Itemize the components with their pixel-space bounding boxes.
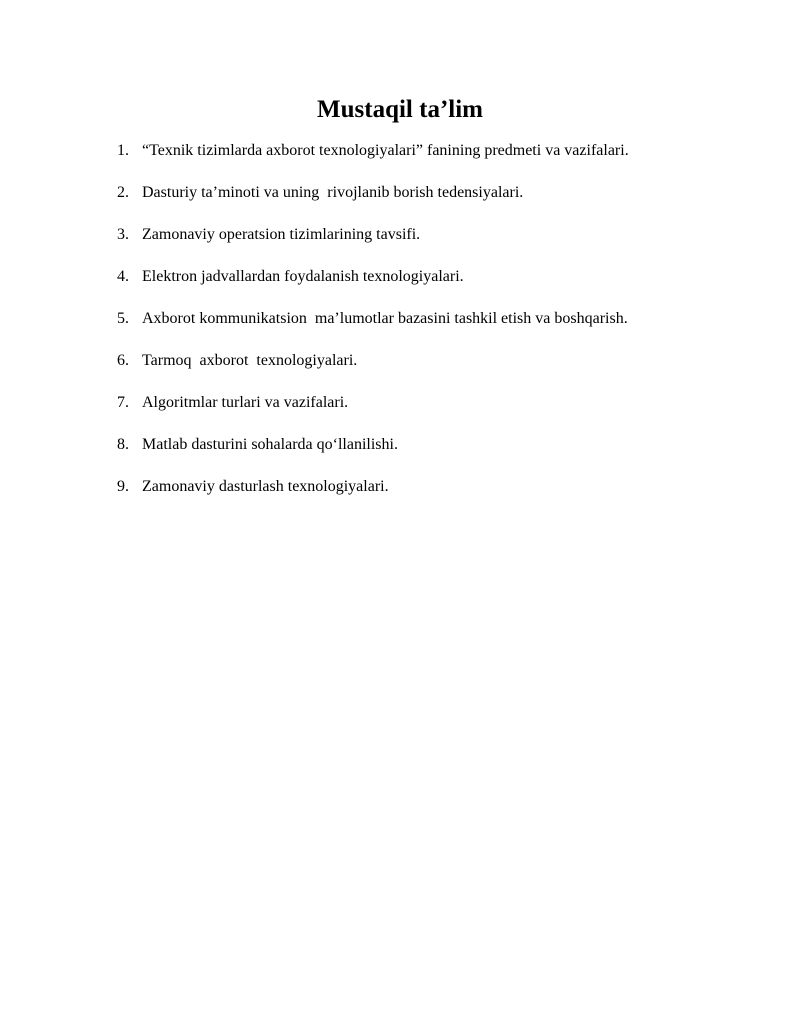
item-text: Algoritmlar turlari va vazifalari. [142,394,349,411]
item-text: Zamonaviy dasturlash texnologiyalari. [142,478,389,495]
list-item [117,434,629,476]
list-item [117,182,629,224]
list-item [117,350,629,392]
item-number: 1. [117,142,129,159]
list-item [117,308,629,350]
item-number: 8. [117,436,129,453]
item-number: 3. [117,226,129,243]
item-number: 2. [117,184,129,201]
list-item [117,266,629,308]
item-number: 6. [117,352,129,369]
item-text: Axborot kommunikatsion ma’lumotlar bazasini tashkil etish va boshqarish. [142,310,628,327]
document-title: Mustaqil ta’lim [317,96,483,123]
list-item [117,392,629,434]
item-text: Dasturiy ta’minoti va uning rivojlanib borish tedensiyalari. [142,184,524,201]
item-number: 5. [117,310,129,327]
item-number: 4. [117,268,129,285]
item-text: Zamonaviy operatsion tizimlarining tavsifi. [142,226,421,243]
list-item [117,224,629,266]
item-text: “Texnik tizimlarda axborot texnologiyalari” fanining predmeti va vazifalari. [142,142,629,159]
list-item [117,476,629,518]
item-text: Matlab dasturini sohalarda qo‘llanilishi. [142,436,398,453]
topic-list [117,140,629,518]
item-number: 9. [117,478,129,495]
item-text: Tarmoq axborot texnologiyalari. [142,352,358,369]
item-number: 7. [117,394,129,411]
list-item [117,140,629,182]
item-text: Elektron jadvallardan foydalanish texnologiyalari. [142,268,464,285]
